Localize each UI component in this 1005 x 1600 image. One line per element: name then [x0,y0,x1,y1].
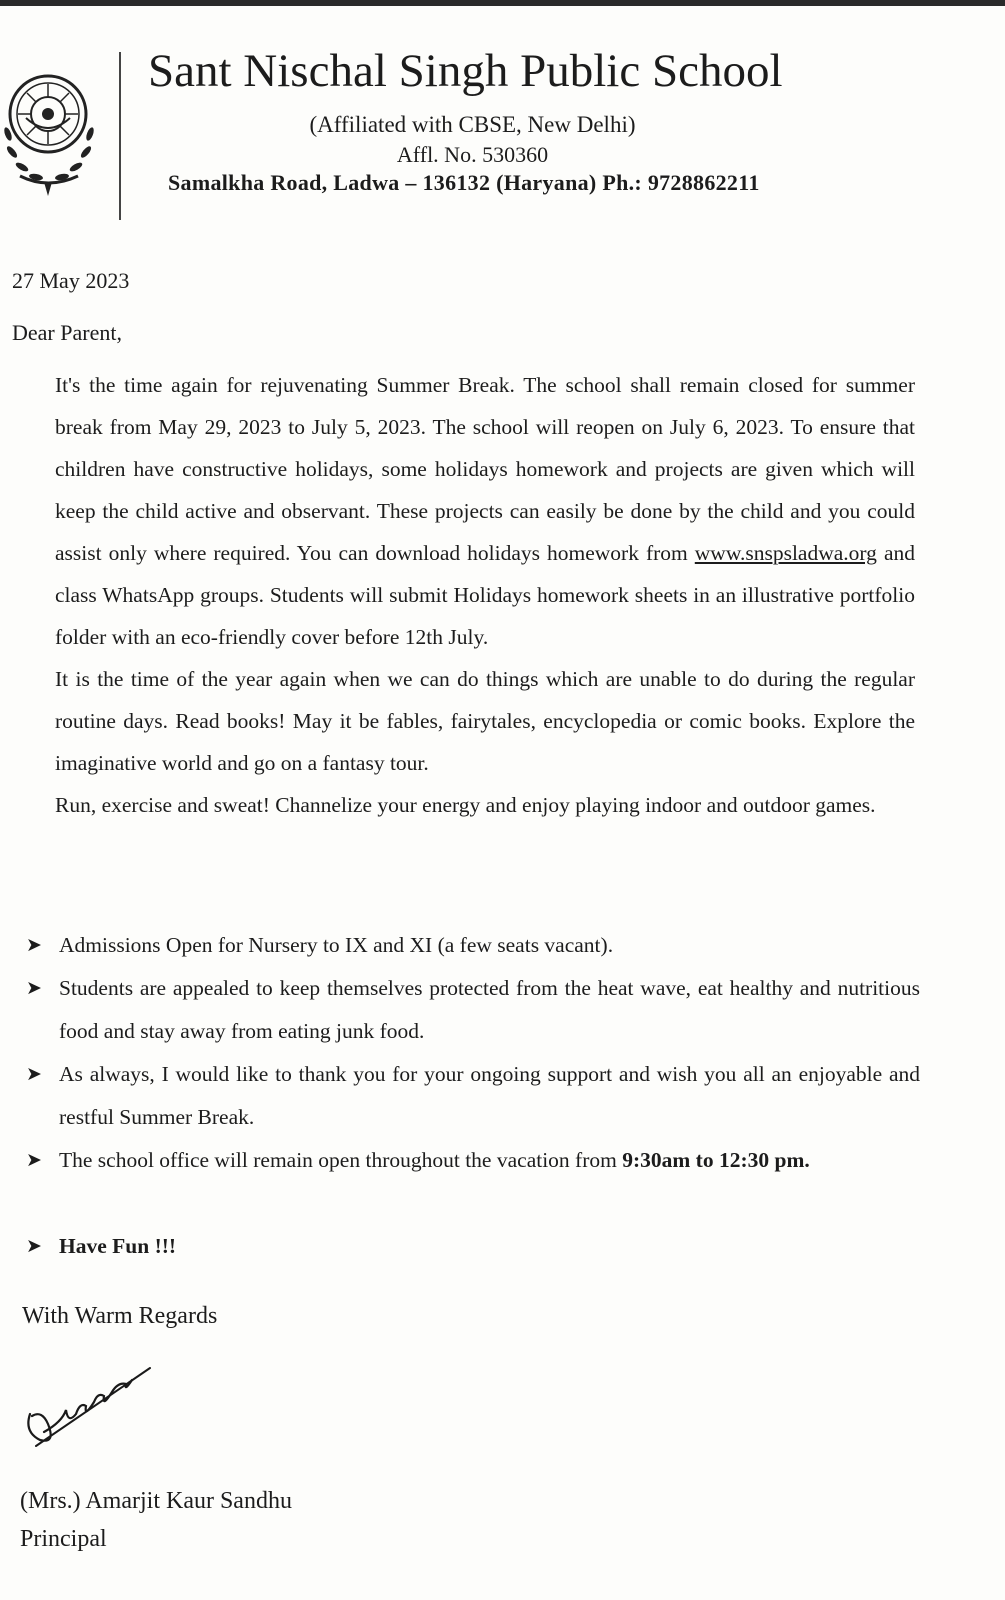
list-item: ➤ The school office will remain open throughout the vacation from 9:30am to 12:30 pm. [24,1139,920,1182]
website-link[interactable]: www.snspsladwa.org [694,541,877,565]
paragraph-read-books: It is the time of the year again when we can do things which are unable to do during the regular routine days. Read books! May it be fables, fairytales, encyclopedia or comic books. Explore the imaginative world and go on a fantasy tour. [55,667,915,775]
principal-signature [22,1362,162,1458]
closing: With Warm Regards [22,1303,218,1329]
signer-block [20,1482,292,1558]
arrow-bullet-icon: ➤ [26,1064,42,1085]
arrow-bullet-icon: ➤ [26,935,42,956]
top-edge-shadow [0,0,1005,6]
notice-list [24,924,920,1268]
letter-body [55,364,915,826]
affiliation-line: (Affiliated with CBSE, New Delhi) [309,112,636,137]
school-name: Sant Nischal Singh Public School [148,45,783,97]
arrow-bullet-icon: ➤ [26,1150,42,1171]
signer-name: (Mrs.) Amarjit Kaur Sandhu [20,1488,292,1514]
salutation: Dear Parent, [12,320,122,345]
list-item: ➤ As always, I would like to thank you for your ongoing support and wish you all an enjoyable and restful Summer Break. [24,1053,920,1139]
signer-title: Principal [20,1526,107,1552]
list-item [24,1225,920,1268]
paragraph-summer-break: It's the time again for rejuvenating Summer Break. The school shall remain closed for summer break from May 29, 2023 to July 5, 2023. The school will reopen on July 6, 2023. To ensure that children have constructive holidays, some holidays homework and projects are given which will keep the child active and observant. These projects can easily be done by the child and you could assist only where required. You can download holidays homework from www.snspsladwa.org and class WhatsApp groups. Students will submit Holidays homework sheets in an illustrative portfolio folder with an eco-friendly cover before 12th July. [55,373,915,649]
office-hours: 9:30am to 12:30 pm. [622,1148,810,1172]
arrow-bullet-icon: ➤ [26,978,42,999]
arrow-bullet-icon: ➤ [26,1236,42,1257]
paragraph-exercise: Run, exercise and sweat! Channelize your energy and enjoy playing indoor and outdoor games. [55,793,876,817]
affiliation-number: Affl. No. 530360 [396,142,549,167]
school-address: Samalkha Road, Ladwa – 136132 (Haryana) Ph.: 9728862211 [168,170,760,195]
have-fun-text: Have Fun !!! [59,1234,177,1258]
list-item: ➤ Admissions Open for Nursery to IX and XI (a few seats vacant). [24,924,920,967]
list-item: ➤ Students are appealed to keep themselves protected from the heat wave, eat healthy and nutritious food and stay away from eating junk food. [24,967,920,1053]
letter-date: 27 May 2023 [12,268,130,293]
